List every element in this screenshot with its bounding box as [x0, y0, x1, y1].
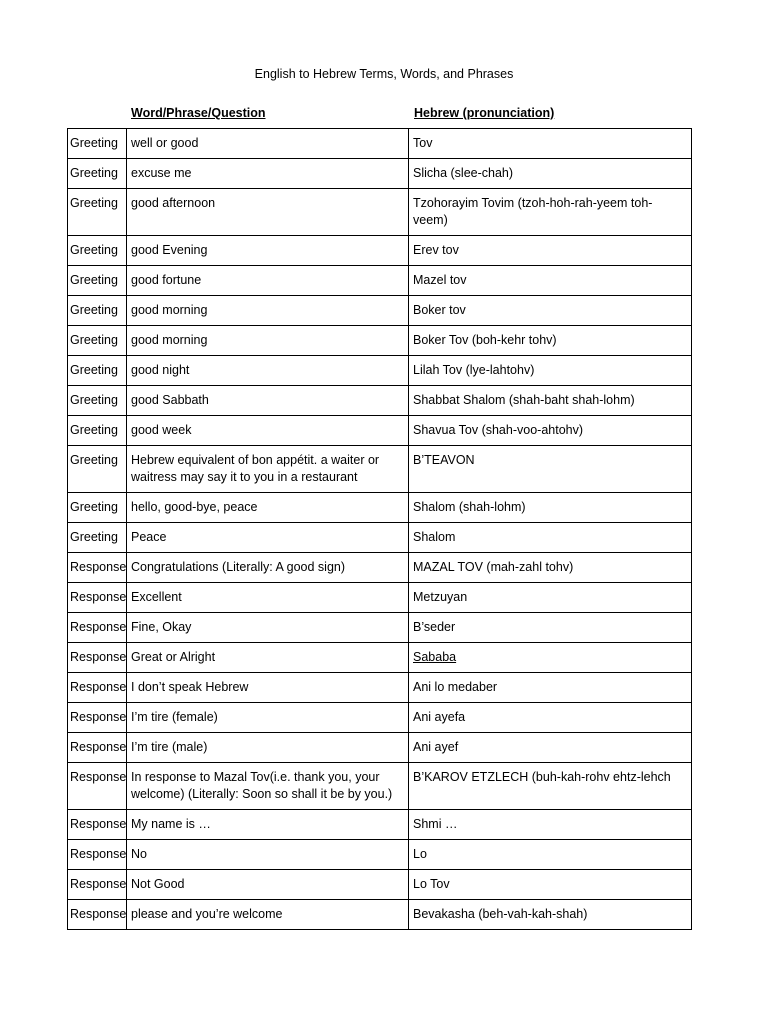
category-cell: Response [68, 643, 127, 673]
english-cell: My name is … [127, 810, 409, 840]
category-cell: Greeting [68, 129, 127, 159]
english-cell: excuse me [127, 159, 409, 189]
hebrew-cell: Erev tov [409, 236, 692, 266]
category-cell: Response [68, 763, 127, 810]
document-title: English to Hebrew Terms, Words, and Phrases [254, 67, 514, 81]
category-cell: Greeting [68, 416, 127, 446]
table-row [68, 266, 692, 296]
hebrew-cell: Mazel tov [409, 266, 692, 296]
english-cell: good Evening [127, 236, 409, 266]
table-row [68, 810, 692, 840]
english-cell: good fortune [127, 266, 409, 296]
hebrew-cell: B’KAROV ETZLECH (buh-kah-rohv ehtz-lehch [409, 763, 692, 810]
table-row [68, 583, 692, 613]
hebrew-cell: Shalom [409, 523, 692, 553]
hebrew-cell: Slicha (slee-chah) [409, 159, 692, 189]
table-row [68, 296, 692, 326]
category-cell: Response [68, 870, 127, 900]
table-row [68, 416, 692, 446]
category-cell: Response [68, 553, 127, 583]
table-row [68, 236, 692, 266]
hebrew-cell: Ani lo medaber [409, 673, 692, 703]
english-cell: Peace [127, 523, 409, 553]
table-row [68, 840, 692, 870]
english-cell: I don’t speak Hebrew [127, 673, 409, 703]
english-cell: Great or Alright [127, 643, 409, 673]
hebrew-cell: Lo [409, 840, 692, 870]
english-cell: well or good [127, 129, 409, 159]
category-cell: Greeting [68, 523, 127, 553]
hebrew-cell: Sababa [409, 643, 692, 673]
category-cell: Response [68, 810, 127, 840]
english-cell: good Sabbath [127, 386, 409, 416]
table-row [68, 870, 692, 900]
english-cell: I’m tire (male) [127, 733, 409, 763]
english-cell: good morning [127, 296, 409, 326]
english-cell: Not Good [127, 870, 409, 900]
table-row [68, 189, 692, 236]
column-header-hebrew: Hebrew (pronunciation) [414, 106, 555, 120]
category-cell: Response [68, 900, 127, 930]
hebrew-cell: Boker tov [409, 296, 692, 326]
table-row [68, 493, 692, 523]
hebrew-cell: Shalom (shah-lohm) [409, 493, 692, 523]
hebrew-cell: MAZAL TOV (mah-zahl tohv) [409, 553, 692, 583]
category-cell: Greeting [68, 446, 127, 493]
hebrew-cell: Ani ayef [409, 733, 692, 763]
table-row [68, 733, 692, 763]
hebrew-cell: Shmi … [409, 810, 692, 840]
table-row [68, 763, 692, 810]
hebrew-cell: Tzohorayim Tovim (tzoh-hoh-rah-yeem toh-veem) [409, 189, 692, 236]
hebrew-cell: Tov [409, 129, 692, 159]
hebrew-cell: Bevakasha (beh-vah-kah-shah) [409, 900, 692, 930]
table-row [68, 129, 692, 159]
table-row [68, 613, 692, 643]
category-cell: Response [68, 613, 127, 643]
hebrew-cell: Metzuyan [409, 583, 692, 613]
table-row [68, 900, 692, 930]
english-cell: good afternoon [127, 189, 409, 236]
table-row [68, 386, 692, 416]
category-cell: Greeting [68, 356, 127, 386]
category-cell: Greeting [68, 296, 127, 326]
category-cell: Greeting [68, 189, 127, 236]
hebrew-cell: Boker Tov (boh-kehr tohv) [409, 326, 692, 356]
english-cell: I’m tire (female) [127, 703, 409, 733]
category-cell: Greeting [68, 236, 127, 266]
hebrew-cell: Shavua Tov (shah-voo-ahtohv) [409, 416, 692, 446]
category-cell: Greeting [68, 159, 127, 189]
english-cell: Hebrew equivalent of bon appétit. a waiter or waitress may say it to you in a restaurant [127, 446, 409, 493]
hebrew-cell: Shabbat Shalom (shah-baht shah-lohm) [409, 386, 692, 416]
category-cell: Response [68, 840, 127, 870]
phrase-table [67, 128, 692, 930]
column-header-word: Word/Phrase/Question [131, 106, 266, 120]
category-cell: Response [68, 673, 127, 703]
english-cell: good morning [127, 326, 409, 356]
table-row [68, 673, 692, 703]
category-cell: Greeting [68, 326, 127, 356]
table-row [68, 356, 692, 386]
category-cell: Response [68, 703, 127, 733]
english-cell: No [127, 840, 409, 870]
category-cell: Greeting [68, 266, 127, 296]
hebrew-cell: Ani ayefa [409, 703, 692, 733]
english-cell: good week [127, 416, 409, 446]
hebrew-cell: B’seder [409, 613, 692, 643]
table-row [68, 523, 692, 553]
table-row [68, 643, 692, 673]
category-cell: Response [68, 583, 127, 613]
category-cell: Response [68, 733, 127, 763]
english-cell: please and you’re welcome [127, 900, 409, 930]
english-cell: Congratulations (Literally: A good sign) [127, 553, 409, 583]
english-cell: Excellent [127, 583, 409, 613]
phrase-table-body [68, 129, 692, 930]
english-cell: Fine, Okay [127, 613, 409, 643]
hebrew-cell: B’TEAVON [409, 446, 692, 493]
category-cell: Greeting [68, 493, 127, 523]
table-row [68, 326, 692, 356]
table-row [68, 553, 692, 583]
english-cell: In response to Mazal Tov(i.e. thank you, your welcome) (Literally: Soon so shall it be by you.) [127, 763, 409, 810]
category-cell: Greeting [68, 386, 127, 416]
hebrew-cell: Lilah Tov (lye-lahtohv) [409, 356, 692, 386]
table-row [68, 159, 692, 189]
english-cell: hello, good-bye, peace [127, 493, 409, 523]
english-cell: good night [127, 356, 409, 386]
table-row [68, 446, 692, 493]
hebrew-cell: Lo Tov [409, 870, 692, 900]
table-row [68, 703, 692, 733]
